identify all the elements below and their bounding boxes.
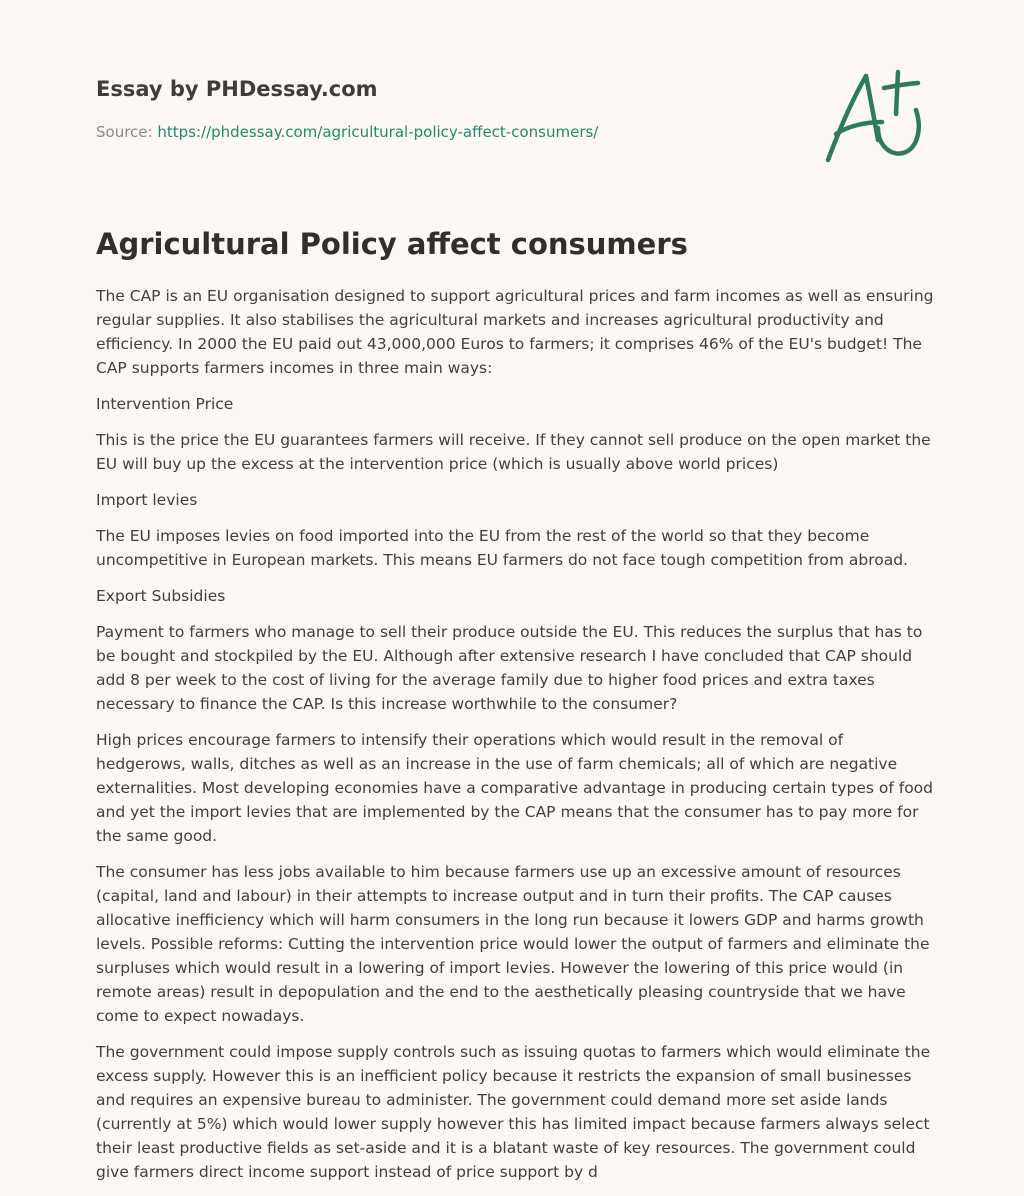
paragraph: The government could impose supply controls such as issuing quotas to farmers which would eliminate the excess supply. However this is an inefficient policy because it restricts the expansion of small businesses and requires an expensive bureau to administer. The government could demand more set aside lands (currently at 5%) which would lower supply however this has limited impact because farmers always select their least productive fields as set-aside and it is a blatant waste of key resources. The government could give farmers direct income support instead of price support by d (96, 1043, 931, 1181)
paragraph: The consumer has less jobs available to him because farmers use up an excessive amount of resources (capital, land and labour) in their attempts to increase output and in turn their profits. The CAP causes allocative inefficiency which will harm consumers in the long run because it lowers GDP and harms growth levels. Possible reforms: Cutting the intervention price would lower the output of farmers and eliminate the surpluses which would result in a lowering of import levies. However the lowering of this price would (in remote areas) result in depopulation and the end to the aesthetically pleasing countryside that we have come to expect nowadays. (96, 863, 930, 1025)
source-line (96, 122, 796, 142)
a-plus-logo-icon (818, 66, 928, 166)
source-label: Source: (96, 123, 153, 141)
brand-title: Essay by PHDessay.com (96, 77, 378, 101)
subheading: Export Subsidies (96, 587, 226, 605)
paragraph: High prices encourage farmers to intensify their operations which would result in the removal of hedgerows, walls, ditches as well as an increase in the use of farm chemicals; all of which are negative externalities. Most developing economies have a comparative advantage in producing certain types of food and yet the import levies that are implemented by the CAP means that the consumer has to pay more for the same good. (96, 731, 934, 845)
source-link[interactable]: https://phdessay.com/agricultural-policy-affect-consumers/ (157, 123, 599, 141)
paragraph: Payment to farmers who manage to sell their produce outside the EU. This reduces the surplus that has to be bought and stockpiled by the EU. Although after extensive research I have concluded that CAP should add 8 per week to the cost of living for the average family due to higher food prices and extra taxes necessary to finance the CAP. Is this increase worthwhile to the consumer? (96, 623, 923, 713)
subheading: Intervention Price (96, 395, 234, 413)
paragraph: This is the price the EU guarantees farmers will receive. If they cannot sell produce on the open market the EU will buy up the excess at the intervention price (which is usually above world prices) (96, 431, 931, 473)
paragraph: The CAP is an EU organisation designed to support agricultural prices and farm incomes as well as ensuring regular supplies. It also stabilises the agricultural markets and increases agricultural productivity and efficiency. In 2000 the EU paid out 43,000,000 Euros to farmers; it comprises 46% of the EU's budget! The CAP supports farmers incomes in three main ways: (96, 287, 934, 377)
page-title: Agricultural Policy affect consumers (96, 227, 688, 261)
header (96, 74, 796, 142)
paragraph: The EU imposes levies on food imported into the EU from the rest of the world so that they become uncompetitive in European markets. This means EU farmers do not face tough competition from abroad. (96, 527, 909, 569)
essay-body (96, 284, 936, 1196)
subheading: Import levies (96, 491, 198, 509)
